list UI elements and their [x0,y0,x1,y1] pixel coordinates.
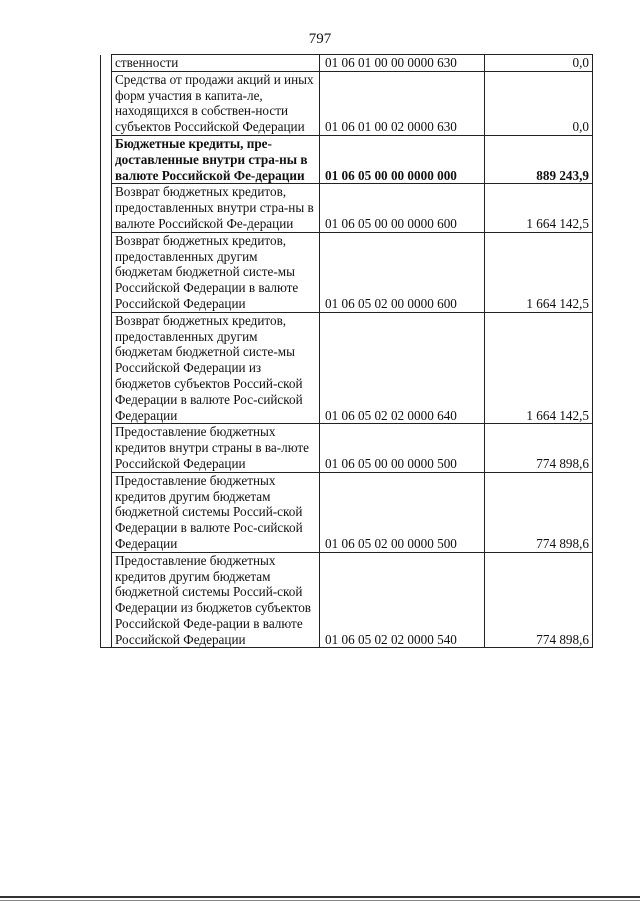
table-row [101,135,593,183]
row-amount-cell: 0,0 [485,71,593,135]
row-amount-cell: 1 664 142,5 [485,312,593,424]
row-code-cell: 01 06 01 00 02 0000 630 [320,71,485,135]
row-code-cell: 01 06 05 02 00 0000 500 [320,472,485,552]
row-name-cell: Предоставление бюджетных кредитов внутри страны в ва-люте Российской Федерации [112,424,320,472]
row-name-cell: Средства от продажи акций и иных форм участия в капита-ле, находящихся в собствен-ности субъектов Российской Федерации [112,71,320,135]
table-row [101,232,593,312]
row-code-cell: 01 06 05 00 00 0000 600 [320,184,485,232]
table-row [101,71,593,135]
row-name-cell: Бюджетные кредиты, пре-доставленные внутри стра-ны в валюте Российской Фе-дерации [112,135,320,183]
row-margin-cell [101,312,112,424]
row-margin-cell [101,424,112,472]
page-bottom-rule [0,896,640,898]
table-row [101,184,593,232]
row-margin-cell [101,135,112,183]
row-name-cell: Возврат бюджетных кредитов, предоставленных внутри стра-ны в валюте Российской Фе-дерации [112,184,320,232]
row-code-cell: 01 06 05 02 02 0000 540 [320,552,485,648]
row-code-cell: 01 06 05 02 02 0000 640 [320,312,485,424]
row-amount-cell: 1 664 142,5 [485,184,593,232]
table-row [101,472,593,552]
row-code-cell: 01 06 05 00 00 0000 500 [320,424,485,472]
page-bottom-rule-thin [0,900,640,901]
row-code-cell: 01 06 01 00 00 0000 630 [320,55,485,72]
page-number: 797 [308,31,332,47]
row-margin-cell [101,55,112,72]
table-body [101,55,593,648]
budget-table [100,54,593,648]
row-code-cell: 01 06 05 00 00 0000 000 [320,135,485,183]
row-margin-cell [101,552,112,648]
row-margin-cell [101,71,112,135]
row-amount-cell: 0,0 [485,55,593,72]
row-name-cell: Возврат бюджетных кредитов, предоставленных другим бюджетам бюджетной систе-мы Российской Федерации в валюте Российской Федерации [112,232,320,312]
row-code-cell: 01 06 05 02 00 0000 600 [320,232,485,312]
row-amount-cell: 1 664 142,5 [485,232,593,312]
row-amount-cell: 774 898,6 [485,424,593,472]
table-row [101,424,593,472]
row-name-cell: ственности [112,55,320,72]
table-row [101,55,593,72]
row-name-cell: Возврат бюджетных кредитов, предоставленных другим бюджетам бюджетной систе-мы Российской Федерации из бюджетов субъектов Россий-ской Федерации в валюте Рос-сийской Федерации [112,312,320,424]
row-amount-cell: 774 898,6 [485,552,593,648]
row-margin-cell [101,232,112,312]
row-name-cell: Предоставление бюджетных кредитов другим бюджетам бюджетной системы Россий-ской Федерации в валюте Рос-сийской Федерации [112,472,320,552]
row-margin-cell [101,472,112,552]
row-amount-cell: 889 243,9 [485,135,593,183]
row-margin-cell [101,184,112,232]
row-name-cell: Предоставление бюджетных кредитов другим бюджетам бюджетной системы Россий-ской Федерации из бюджетов субъектов Российской Феде-рации в валюте Российской Федерации [112,552,320,648]
table-row [101,552,593,648]
table-row [101,312,593,424]
row-amount-cell: 774 898,6 [485,472,593,552]
